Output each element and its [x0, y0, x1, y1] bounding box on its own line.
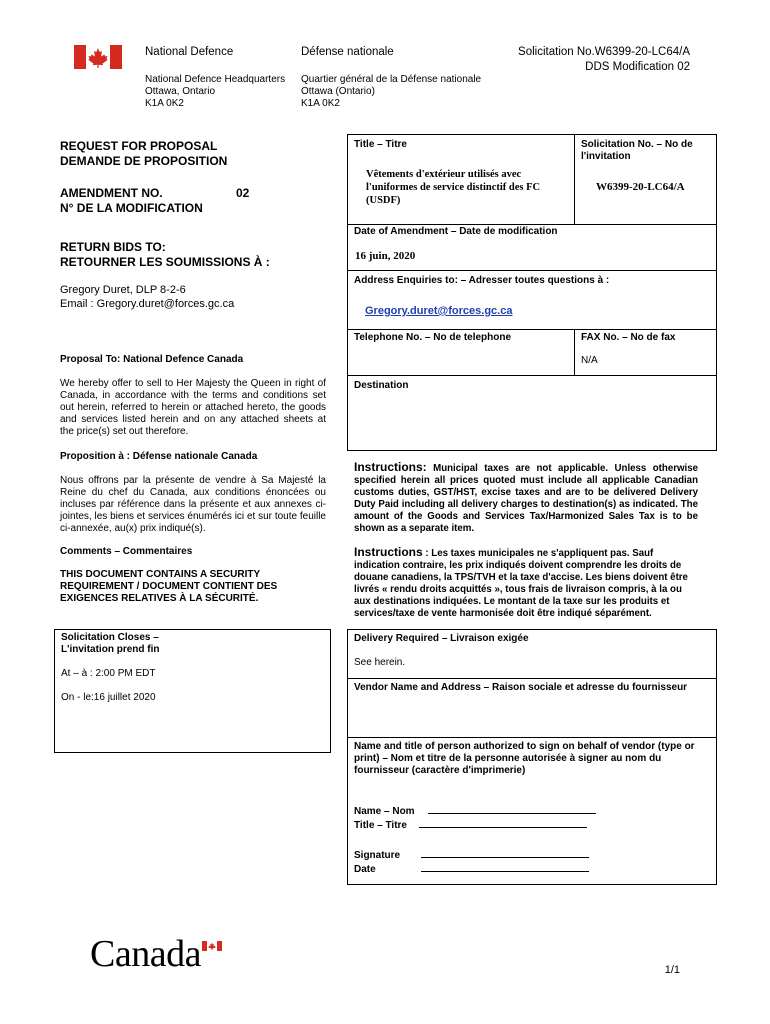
return-bids-to: RETURN BIDS TO: RETOURNER LES SOUMISSIONS À :: [60, 240, 270, 269]
delivery-required-value: See herein.: [354, 657, 406, 668]
title-label-2: Title – Titre: [354, 820, 407, 831]
hq-address-en: National Defence Headquarters Ottawa, Ontario K1A 0K2: [145, 74, 286, 109]
offer-text-en: We hereby offer to sell to Her Majesty the Queen in right of Canada, in accordance with the terms and conditions set out herein, referred to herein or attached hereto, the goods and services listed herein and on any attached sheets at the price(s) set out therefore.: [60, 378, 326, 437]
dept-name-en: National Defence: [145, 46, 234, 58]
wordmark-flag-icon: [202, 941, 222, 954]
signature-date-fields[interactable]: [354, 848, 589, 876]
vendor-name-address-label[interactable]: Vendor Name and Address – Raison sociale et adresse du fournisseur: [354, 682, 688, 693]
signature-label: Signature: [354, 850, 401, 861]
title-label: Title – Titre: [354, 139, 407, 150]
instructions-fr: Instructions : Les taxes municipales ne s'appliquent pas. Sauf indication contraire, les prix indiqués doivent comprendre les droits de douane canadiens, la TPS/TVH et la taxe d'accise. Les biens doivent être livrés « rendu droits acquittés », tous frais de livraison compris, à la ou aux destinations indiquées. Le montant de la taxe sur les produits et services/taxe de vente harmonisée doit être indiqué séparément.: [354, 545, 688, 619]
enquiries-email-link[interactable]: Gregory.duret@forces.gc.ca: [365, 305, 513, 317]
telephone-label: Telephone No. – No de telephone: [354, 332, 512, 343]
closes-label-en: Solicitation Closes –: [61, 632, 159, 643]
solicitation-header: Solicitation No.W6399-20-LC64/A: [518, 46, 690, 58]
instructions-en: Instructions: Municipal taxes are not applicable. Unless otherwise specified herein all prices quoted must include all applicable Canadian customs duties, GST/HST, excise taxes and are to be delivered Delivery Duty Paid including all delivery charges to destination(s) as indicated. The amount of the Goods and Services Tax/Harmonized Sales Tax is to be shown as a separate item.: [354, 460, 698, 534]
canada-wordmark: Canada: [90, 933, 201, 975]
proposal-to-fr: Proposition à : Défense nationale Canada: [60, 451, 258, 462]
destination-label: Destination: [354, 380, 409, 391]
signature-line: [421, 848, 589, 858]
closing-date: On - le:16 juillet 2020: [61, 692, 156, 703]
hq-address-fr: Quartier général de la Défense nationale Ottawa (Ontario) K1A 0K2: [301, 74, 482, 109]
dept-name-fr: Défense nationale: [301, 46, 394, 58]
title-line: [419, 818, 587, 828]
amendment-date-label: Date of Amendment – Date de modification: [354, 226, 558, 237]
solicitation-no-label: Solicitation No. – No de l'invitation: [581, 139, 693, 162]
contact-email: Email : Gregory.duret@forces.gc.ca: [60, 298, 235, 310]
date-line: [421, 862, 589, 872]
contact-info: Gregory Duret, DLP 8-2-6 Email : Gregory.duret@forces.gc.ca: [60, 284, 235, 310]
name-title-fields[interactable]: [354, 804, 596, 832]
authorized-signer-label: Name and title of person authorized to sign on behalf of vendor (type or print) – Nom et titre de la personne autorisée à signer au nom du fournisseur (caractère d'imprimerie): [354, 741, 695, 776]
comments-label: Comments – Commentaires: [60, 546, 193, 557]
canada-flag-icon: [74, 45, 122, 69]
page-number: 1/1: [664, 964, 680, 976]
name-label: Name – Nom: [354, 806, 415, 817]
security-requirement-note: THIS DOCUMENT CONTAINS A SECURITY REQUIREMENT / DOCUMENT CONTIENT DES EXIGENCES RELATIVES À LA SÉCURITÉ.: [60, 569, 278, 604]
name-line: [428, 804, 596, 814]
dds-modification: DDS Modification 02: [585, 61, 690, 73]
enquiries-label: Address Enquiries to: – Adresser toutes questions à :: [354, 275, 610, 286]
date-label: Date: [354, 864, 376, 875]
proposal-to-en: Proposal To: National Defence Canada: [60, 354, 244, 365]
rfp-title: REQUEST FOR PROPOSAL DEMANDE DE PROPOSITION: [60, 139, 228, 168]
amendment-number: 02: [236, 186, 250, 200]
amendment-block: AMENDMENT NO. 02 N° DE LA MODIFICATION: [60, 186, 250, 215]
delivery-required-label: Delivery Required – Livraison exigée: [354, 633, 529, 644]
fax-value: N/A: [581, 355, 598, 366]
solicitation-no-value: W6399-20-LC64/A: [596, 181, 685, 193]
closes-label-fr: L'invitation prend fin: [61, 644, 160, 655]
offer-text-fr: Nous offrons par la présente de vendre à Sa Majesté la Reine du chef du Canada, aux conditions énoncées ou incluses par référence dans la présente et aux annexes ci-jointes, les biens et services énumérés ici et sur toute feuille ci-annexée, au(x) prix indiqué(s).: [60, 475, 326, 534]
fax-label: FAX No. – No de fax: [581, 332, 676, 343]
solicitation-closes-box: [54, 629, 331, 753]
amendment-date-value: 16 juin, 2020: [355, 250, 416, 262]
closing-time: At – à : 2:00 PM EDT: [61, 668, 156, 679]
title-value: Vêtements d'extérieur utilisés avec l'uniformes de service distinctif des FC (USDF): [366, 169, 541, 206]
